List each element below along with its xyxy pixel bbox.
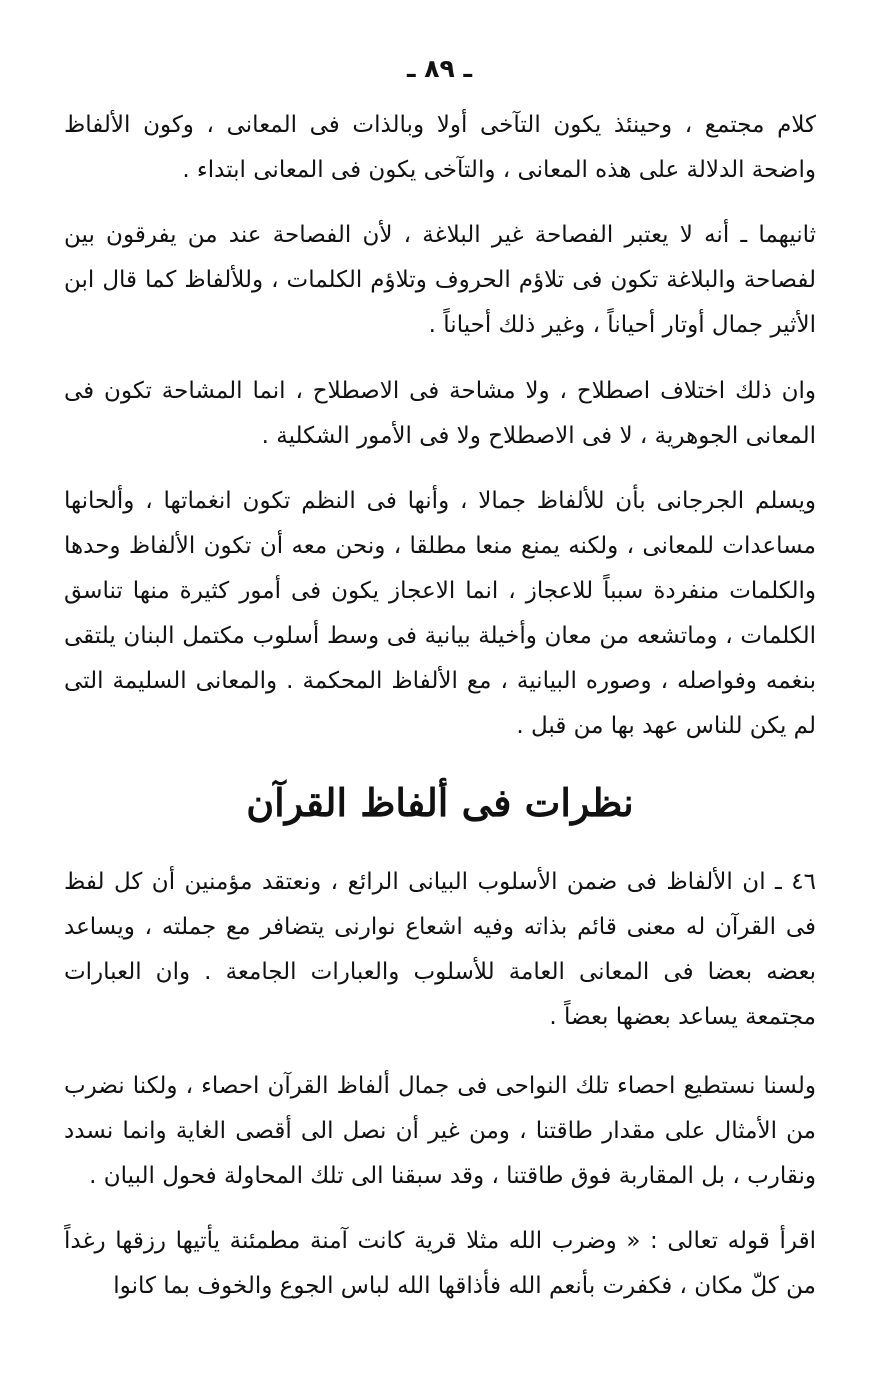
page-number: ـ ٨٩ ـ bbox=[406, 54, 473, 83]
paragraph-4: ويسلم الجرجانى بأن للألفاظ جمالا ، وأنها فى النظم تكون انغماتها ، وألحانها مساعدات للمعانى ، ولكنه يمنع منعا مطلقا ، ونحن معه أن تكون الألفاظ وحدها والكلمات منفردة سبباً للاعجاز ، انما الاعجاز يكون فى أمور كثيرة منها تناسق الكلمات ، وماتشعه من معان وأخيلة بيانية فى وسط أسلوب مكتمل البنان يلتقى بنغمه وفواصله ، وصوره البيانية ، مع الألفاظ المحكمة . والمعانى السليمة التى لم يكن للناس عهد بها من قبل . bbox=[64, 488, 816, 739]
section-title: نظرات فى ألفاظ القرآن bbox=[246, 780, 634, 825]
section-paragraph-2: ولسنا نستطيع احصاء تلك النواحى فى جمال ألفاظ القرآن احصاء ، ولكنا نضرب من الأمثال على مقدار طاقتنا ، ومن غير أن نصل الى أقصى الغاية وانما نسدد ونقارب ، بل المقاربة فوق طاقتنا ، وقد سبقنا الى تلك المحاولة فحول البيان . bbox=[64, 1073, 816, 1189]
paragraph-3: وان ذلك اختلاف اصطلاح ، ولا مشاحة فى الاصطلاح ، انما المشاحة تكون فى المعانى الجوهرية ، لا فى الاصطلاح ولا فى الأمور الشكلية . bbox=[64, 378, 816, 449]
section-paragraph-3: اقرأ قوله تعالى : « وضرب الله مثلا قرية كانت آمنة مطمئنة يأتيها رزقها رغداً من كلّ مكان ، فكفرت بأنعم الله فأذاقها الله لباس الجوع والخوف بما كانوا bbox=[64, 1228, 816, 1299]
paragraph-2: ثانيهما ـ أنه لا يعتبر الفصاحة غير البلاغة ، لأن الفصاحة عند من يفرقون بين لفصاحة والبلاغة تكون فى تلاؤم الحروف وتلاؤم الكلمات ، وللألفاظ كما قال ابن الأثير جمال أوتار أحياناً ، وغير ذلك أحياناً . bbox=[64, 222, 816, 338]
paragraph-1: كلام مجتمع ، وحينئذ يكون التآخى أولا وبالذات فى المعانى ، وكون الألفاظ واضحة الدلالة على هذه المعانى ، والتآخى يكون فى المعانى ابتداء . bbox=[64, 112, 816, 183]
page-content bbox=[64, 103, 816, 1309]
section-paragraph-1: ٤٦ ـ ان الألفاظ فى ضمن الأسلوب البيانى الرائع ، ونعتقد مؤمنين أن كل لفظ فى القرآن له معنى قائم بذاته وفيه اشعاع نوارنى يتضافر مع جملته ، ويساعد بعضه بعضا فى المعانى العامة للأسلوب والعبارات الجامعة . وان العبارات مجتمعة يساعد بعضها بعضاً . bbox=[64, 869, 816, 1030]
